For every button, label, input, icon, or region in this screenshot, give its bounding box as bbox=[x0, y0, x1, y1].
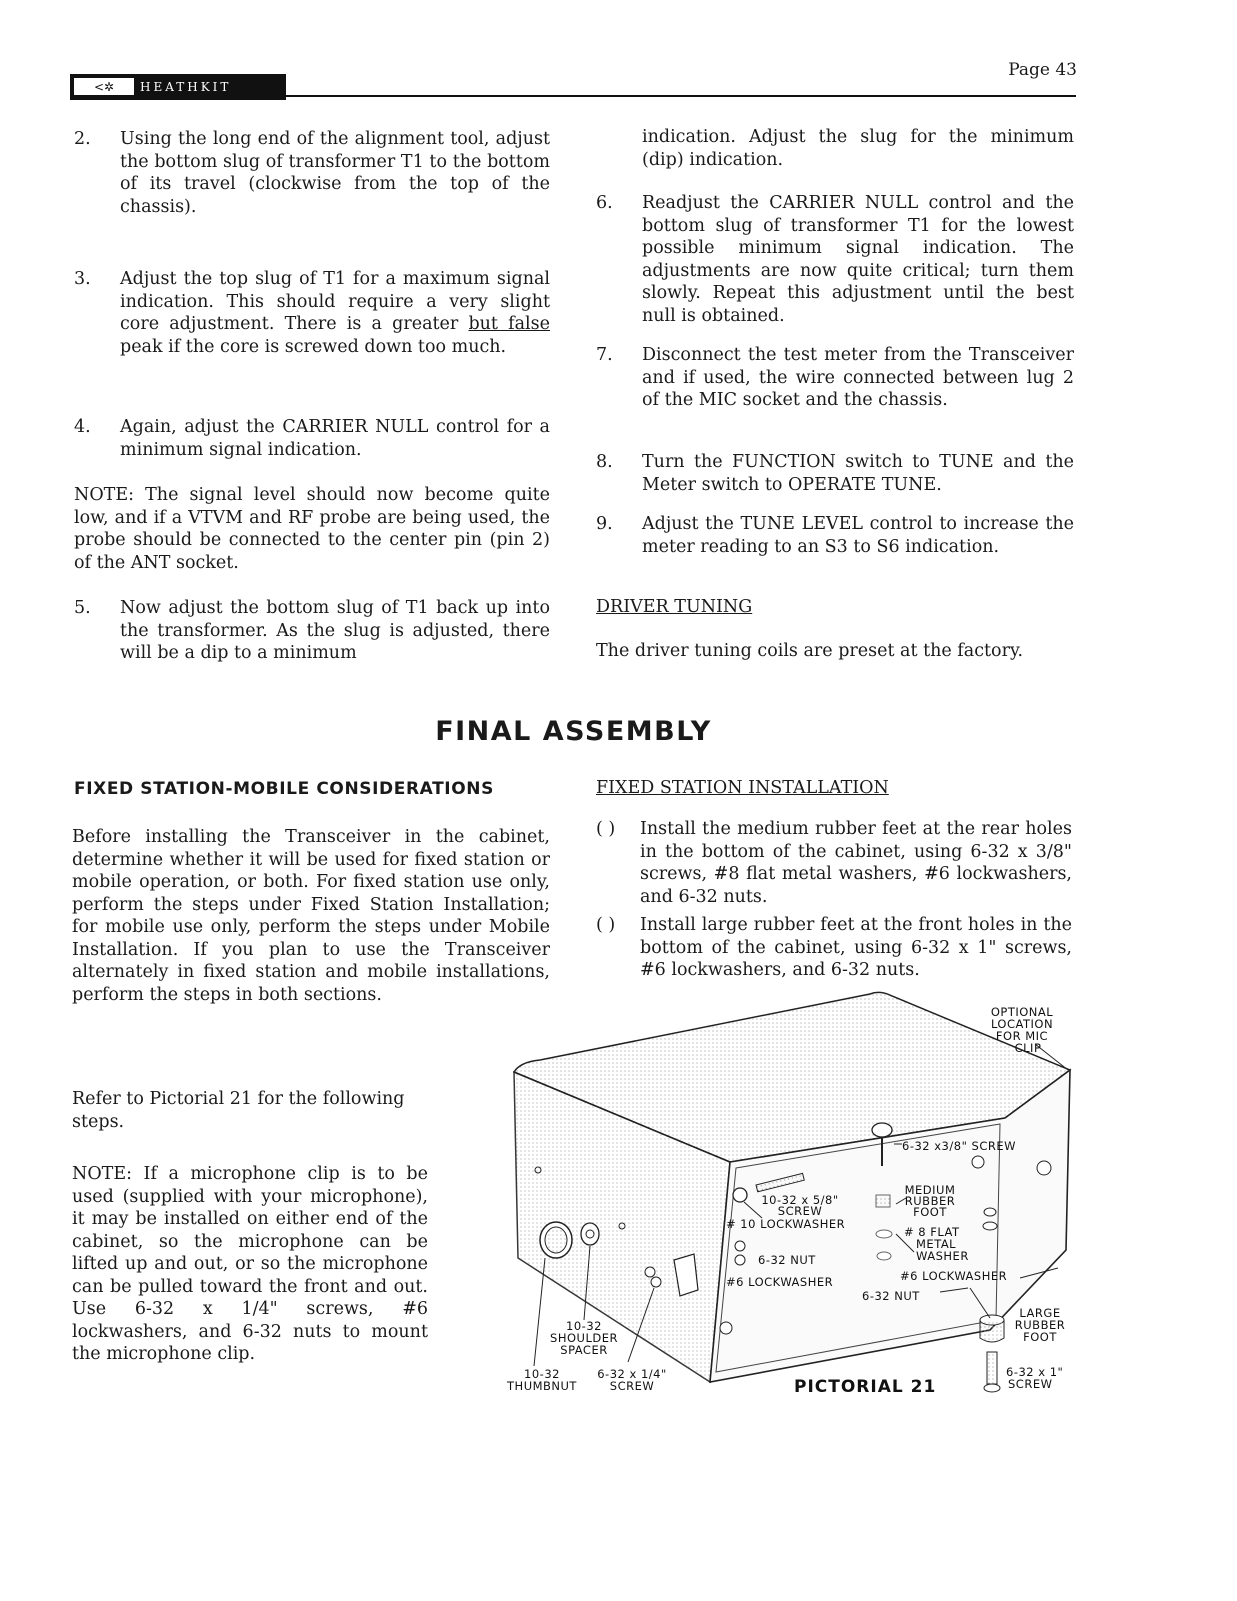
small-nut bbox=[983, 1222, 997, 1230]
driver-tuning-text: The driver tuning coils are preset at the factory. bbox=[596, 641, 1024, 661]
emblem-icon: <✲ bbox=[74, 78, 134, 96]
label-medium-rubber-foot: FOOT bbox=[913, 1205, 947, 1219]
step-6 bbox=[596, 192, 1074, 327]
step-4 bbox=[74, 416, 550, 461]
label-thumbnut: THUMBNUT bbox=[507, 1379, 577, 1393]
label-lockwasher-10: # 10 LOCKWASHER bbox=[726, 1217, 846, 1231]
screw-6-32-head bbox=[872, 1123, 892, 1137]
label-nut-6-32: 6-32 NUT bbox=[862, 1289, 920, 1303]
screw-6-32-x1-head bbox=[984, 1384, 1000, 1392]
logo-text: HEATHKIT bbox=[140, 80, 232, 94]
step-2 bbox=[74, 128, 550, 218]
label-optional-location: LOCATION bbox=[990, 1017, 1054, 1031]
large-rubber-foot-part bbox=[980, 1320, 1004, 1342]
step-text-part: Adjust the top slug of T1 for a maximum signal indication. This should require a very slight core adjustment. There is a greater bbox=[120, 269, 550, 334]
rear-screw-10-32 bbox=[733, 1188, 747, 1202]
step-text: Now adjust the bottom slug of T1 back up into the transformer. As the slug is adjusted, there will be a dip to a minimum bbox=[120, 598, 550, 663]
flat-washer-part bbox=[876, 1230, 892, 1238]
label-flat-washer-8: WASHER bbox=[916, 1249, 969, 1263]
label-medium-rubber-foot: MEDIUM bbox=[904, 1183, 956, 1197]
step-number: 3. bbox=[74, 269, 91, 289]
leader-line bbox=[534, 1258, 545, 1366]
small-washer bbox=[984, 1208, 996, 1216]
check-step-medium-feet bbox=[596, 818, 1072, 908]
underlined-text: but false bbox=[468, 314, 550, 334]
check-step-large-feet bbox=[596, 914, 1072, 982]
label-large-rubber-foot: FOOT bbox=[1023, 1330, 1057, 1344]
check-step-text: Install the medium rubber feet at the rear holes in the bottom of the cabinet, using 6-32 x 3/8" screws, #8 flat metal washers, #6 lockwashers, and 6-32 nuts. bbox=[640, 819, 1072, 907]
label-shoulder-spacer: SPACER bbox=[560, 1343, 608, 1357]
note-microphone-clip: NOTE: If a microphone clip is to be used (supplied with your microphone), it may be installed on either end of the cabinet, so the microphone can be lifted up and out, or so the microphone can be pulled toward the front and out. Use 6-32 x 1/4" screws, #6 lockwashers, and 6-32 nuts to mount the microphone clip. bbox=[72, 1164, 428, 1364]
mic-clip-hole bbox=[972, 1156, 984, 1168]
step-text: Disconnect the test meter from the Transceiver and if used, the wire connected between lug 2 of the MIC socket and the chassis. bbox=[642, 345, 1074, 410]
mic-clip-screw bbox=[1037, 1161, 1051, 1175]
label-screw-10-32-5-8: SCREW bbox=[777, 1204, 823, 1218]
step-text: Adjust the TUNE LEVEL control to increase the meter reading to an S3 to S6 indication. bbox=[642, 514, 1074, 557]
nut-part bbox=[735, 1241, 745, 1251]
pictorial-title: PICTORIAL 21 bbox=[794, 1377, 937, 1397]
page-number: Page 43 bbox=[1008, 60, 1077, 80]
driver-tuning-heading: DRIVER TUNING bbox=[596, 597, 753, 617]
clip-screw-head bbox=[645, 1267, 655, 1277]
step-9 bbox=[596, 513, 1074, 558]
label-optional-location: FOR MIC bbox=[995, 1029, 1049, 1043]
step-5 bbox=[74, 597, 550, 665]
lockwasher-6-part bbox=[877, 1252, 891, 1260]
label-screw-6-32-1-4: 6-32 x 1/4" bbox=[597, 1367, 667, 1381]
continued-text: indication. Adjust the slug for the minimum (dip) indication. bbox=[642, 127, 1074, 170]
thumbnut-knob-center bbox=[545, 1227, 567, 1253]
label-medium-rubber-foot: RUBBER bbox=[904, 1194, 956, 1208]
step-number: 8. bbox=[596, 452, 613, 472]
step-8 bbox=[596, 451, 1074, 496]
medium-rubber-foot-part bbox=[876, 1195, 890, 1207]
note-signal-level: NOTE: The signal level should now become quite low, and if a VTVM and RF probe are being used, the probe should be connected to the center pin (pin 2) of the ANT socket. bbox=[74, 485, 550, 573]
fixed-mobile-heading: FIXED STATION-MOBILE CONSIDERATIONS bbox=[74, 779, 494, 799]
label-shoulder-spacer: 10-32 bbox=[566, 1319, 602, 1333]
label-lockwasher-6: #6 LOCKWASHER bbox=[726, 1275, 834, 1289]
label-lockwasher-6: #6 LOCKWASHER bbox=[900, 1269, 1008, 1283]
step-number: 7. bbox=[596, 345, 613, 365]
checkbox[interactable]: ( ) bbox=[596, 819, 616, 839]
considerations-text: Before installing the Transceiver in the cabinet, determine whether it will be used for fixed station or mobile operation, or both. For fixed station use only, perform the steps under Fixed Station Installation; for mobile use only, perform the steps under Mobile Installation. If you plan to use the Transceiver alternately in fixed station and mobile installations, perform the steps in both sections. bbox=[72, 827, 550, 1005]
step-text: Turn the FUNCTION switch to TUNE and the Meter switch to OPERATE TUNE. bbox=[642, 452, 1074, 495]
label-optional-location: CLIP bbox=[1014, 1041, 1042, 1055]
label-flat-washer-8: METAL bbox=[916, 1237, 957, 1251]
step-number: 2. bbox=[74, 129, 91, 149]
step-3 bbox=[74, 268, 550, 358]
label-thumbnut: 10-32 bbox=[524, 1367, 560, 1381]
label-screw-6-32-1-4: SCREW bbox=[609, 1379, 655, 1393]
label-shoulder-spacer: SHOULDER bbox=[550, 1331, 618, 1345]
step-text: Using the long end of the alignment tool, adjust the bottom slug of transformer T1 to the bottom of its travel (clockwise from the top of the chassis). bbox=[120, 129, 550, 217]
step-number: 4. bbox=[74, 417, 91, 437]
step-text-part: peak if the core is screwed down too much. bbox=[120, 336, 507, 357]
step-text: Again, adjust the CARRIER NULL control for a minimum signal indication. bbox=[120, 417, 550, 460]
label-large-rubber-foot: RUBBER bbox=[1014, 1318, 1066, 1332]
screw-6-32-x1 bbox=[987, 1352, 997, 1384]
refer-text: Refer to Pictorial 21 for the following steps. bbox=[72, 1089, 405, 1132]
label-screw-6-32-3-8: 6-32 x3/8" SCREW bbox=[902, 1139, 1016, 1153]
step-text: Readjust the CARRIER NULL control and the bottom slug of transformer T1 for the lowest possible minimum signal indication. The adjustments are now quite critical; turn them slowly. Repeat this adjustment until the best null is obtained. bbox=[642, 193, 1074, 326]
label-large-rubber-foot: LARGE bbox=[1019, 1306, 1061, 1320]
check-step-text: Install large rubber feet at the front holes in the bottom of the cabinet, using 6-32 x 1" screws, #6 lockwashers, and 6-32 nuts. bbox=[640, 915, 1072, 980]
checkbox[interactable]: ( ) bbox=[596, 915, 616, 935]
shoulder-spacer-part bbox=[581, 1223, 599, 1245]
step-number: 9. bbox=[596, 514, 613, 534]
label-screw-10-32-5-8: 10-32 x 5/8" bbox=[761, 1193, 839, 1207]
label-screw-6-32-1: 6-32 x 1" bbox=[1006, 1365, 1064, 1379]
label-screw-6-32-1: SCREW bbox=[1008, 1377, 1053, 1391]
label-nut-6-32: 6-32 NUT bbox=[758, 1253, 816, 1267]
lockwasher-part bbox=[735, 1255, 745, 1265]
step-number: 6. bbox=[596, 193, 613, 213]
clip-screw-head bbox=[651, 1277, 661, 1287]
step-number: 5. bbox=[74, 598, 91, 618]
fixed-station-heading: FIXED STATION INSTALLATION bbox=[596, 778, 889, 798]
label-optional-location: OPTIONAL bbox=[990, 1005, 1054, 1019]
pictorial-21-illustration bbox=[500, 990, 1090, 1410]
step-text bbox=[120, 268, 550, 358]
label-flat-washer-8: # 8 FLAT bbox=[904, 1225, 960, 1239]
step-7 bbox=[596, 344, 1074, 412]
section-title: FINAL ASSEMBLY bbox=[435, 716, 712, 747]
header-rule bbox=[70, 95, 1076, 97]
rear-hole-bottom bbox=[720, 1322, 732, 1334]
